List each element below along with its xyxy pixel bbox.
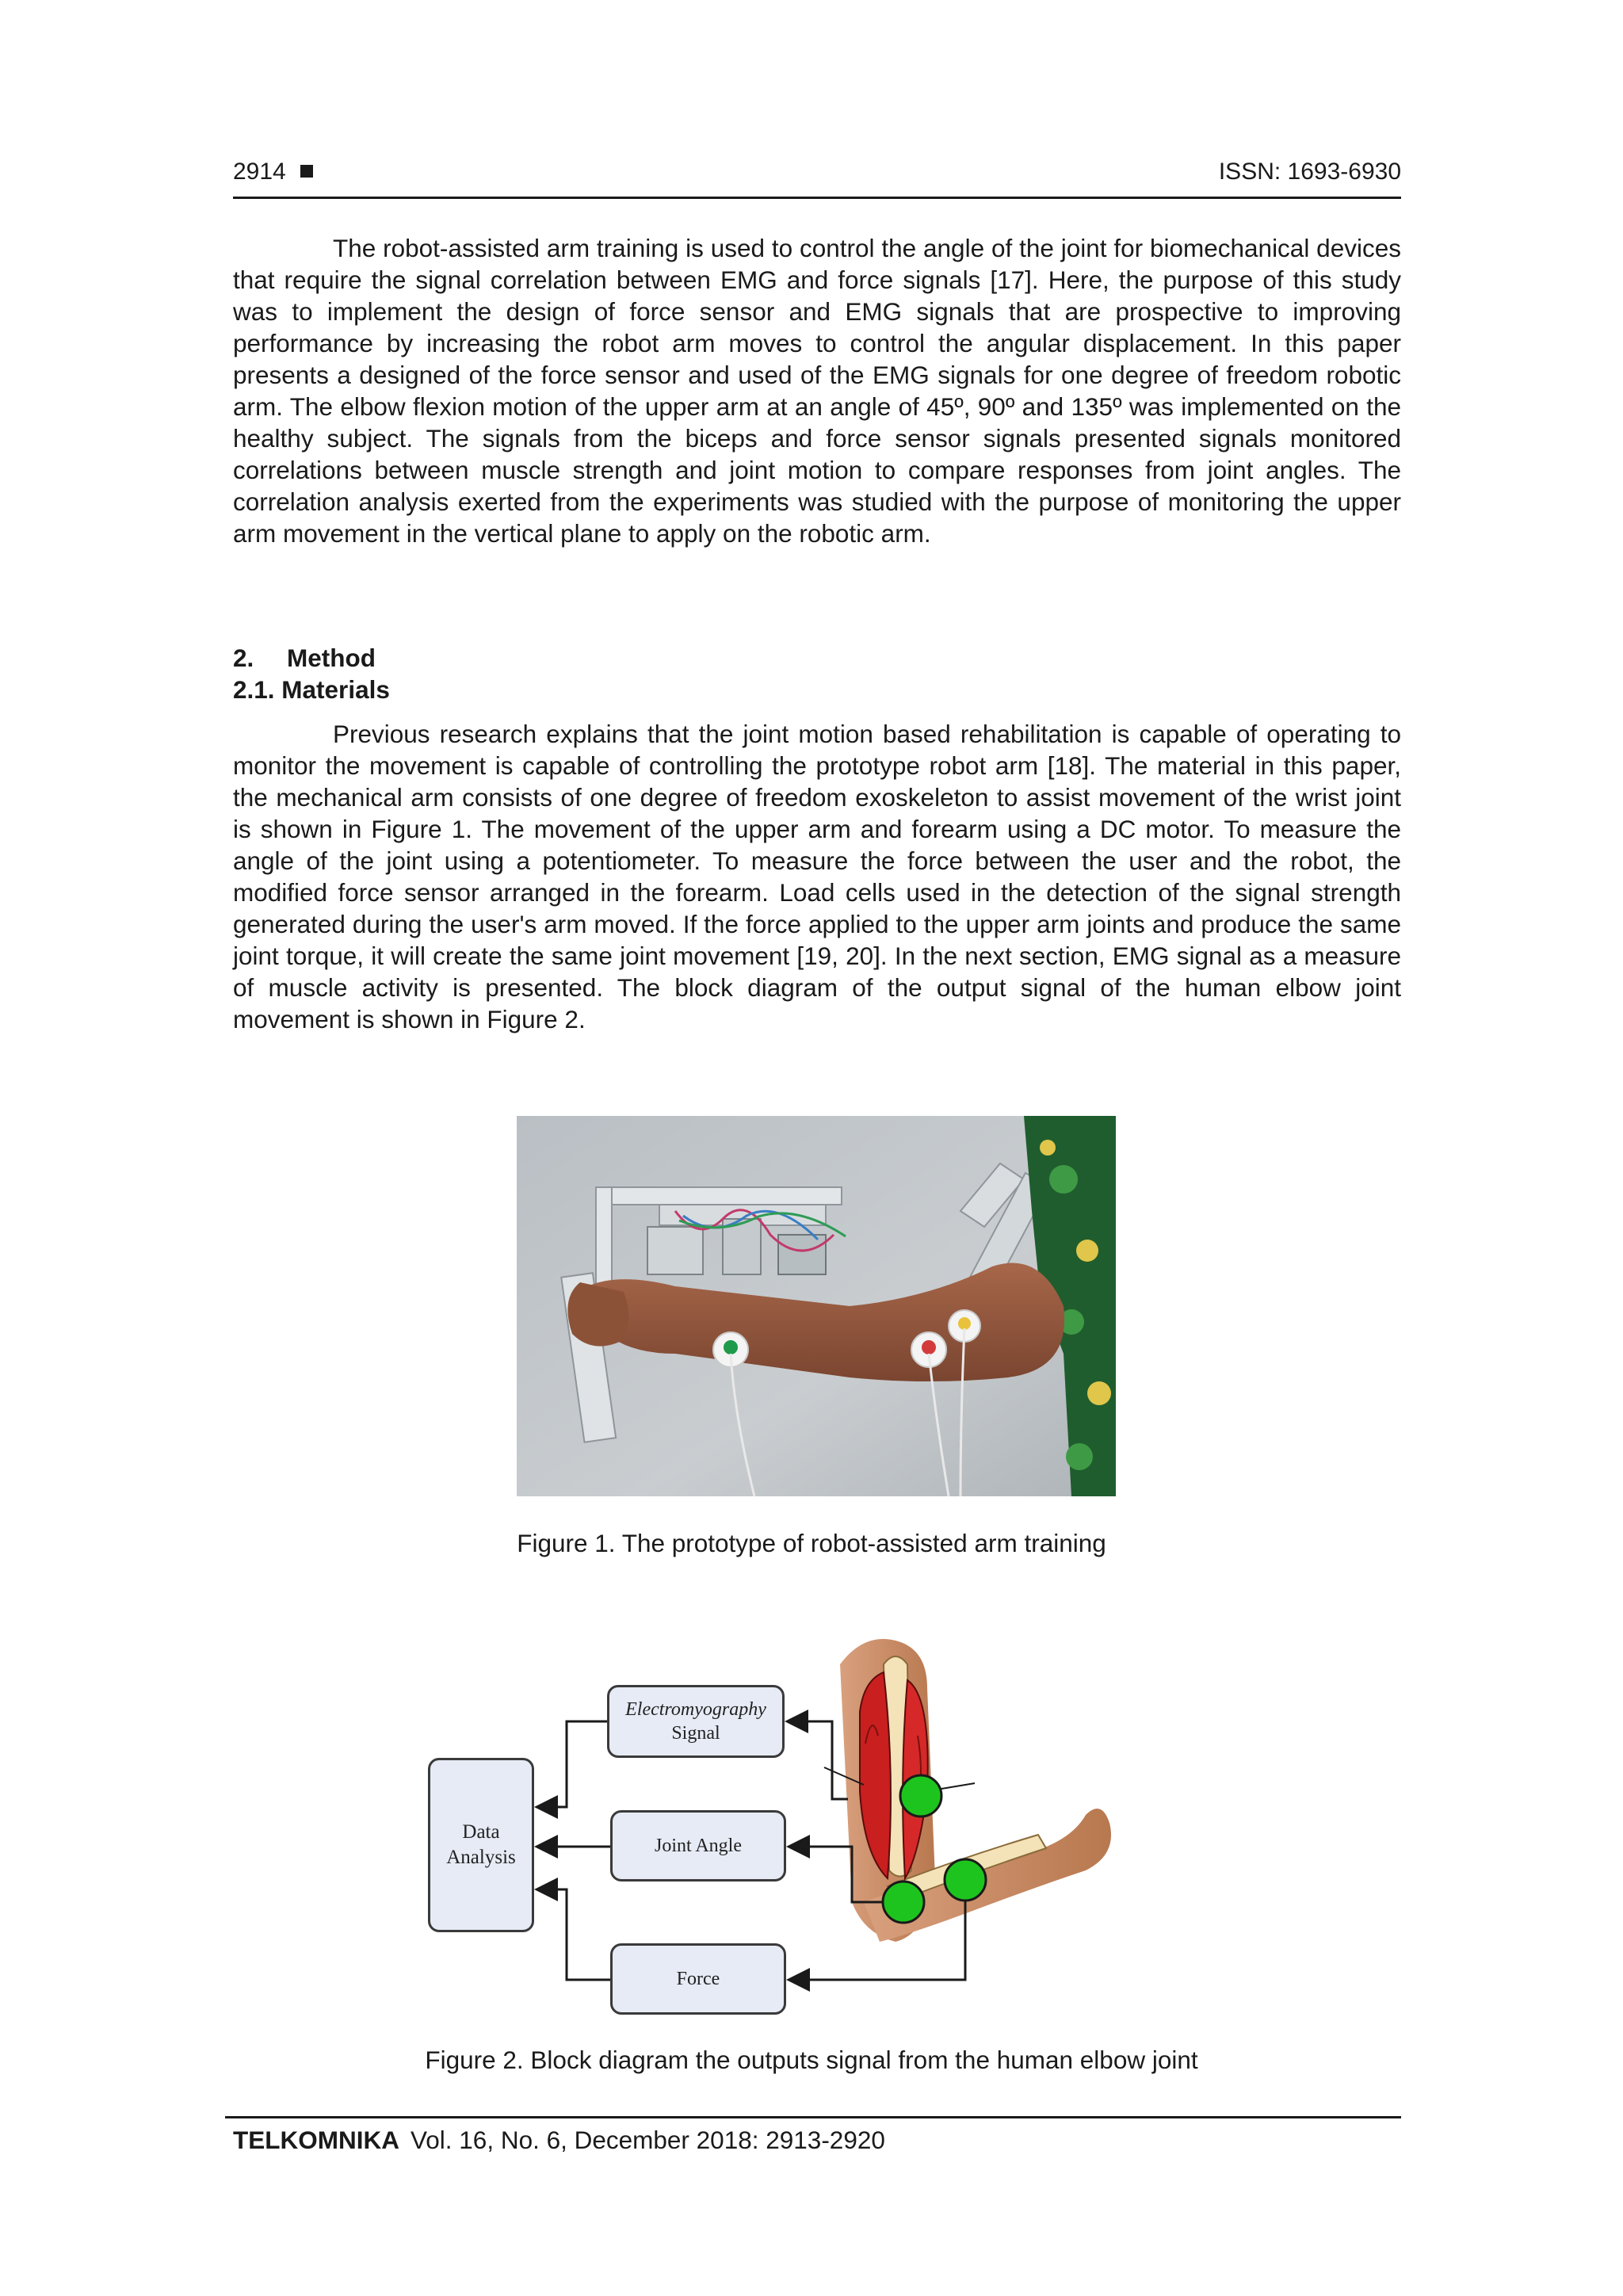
figure2-connectors	[420, 1617, 1212, 2029]
page-footer: TELKOMNIKA Vol. 16, No. 6, December 2018: 2913-2920	[233, 2126, 885, 2154]
materials-paragraph: Previous research explains that the joint motion based rehabilitation is capable of operating to monitor the movement is capable of controlling the prototype robot arm [18]. The material in this paper, the mechanical arm consists of one degree of freedom exoskeleton to assist movement of the wrist joint is shown in Figure 1. The movement of the upper arm and forearm using a DC motor. To measure the angle of the joint using a potentiometer. To measure the force between the user and the robot, the modified force sensor arranged in the forearm. Load cells used in the detection of the signal strength generated during the user's arm moved. If the force applied to the upper arm joints and produce the same joint torque, it will create the same joint movement [19, 20]. In the next section, EMG signal as a measure of muscle activity is presented. The block diagram of the output signal of the human elbow joint movement is shown in Figure 2.	[233, 720, 1401, 1033]
sensor-emg-marker-icon	[900, 1775, 941, 1817]
footer-rule	[225, 2116, 1401, 2118]
issn: ISSN: 1693-6930	[1218, 159, 1401, 185]
emg-signal-box: Electromyography Signal	[607, 1685, 785, 1758]
figure2-diagram	[420, 1617, 1212, 2029]
figure2-caption: Figure 2. Block diagram the outputs signal from the human elbow joint	[425, 2046, 1198, 2074]
data-analysis-box: Data Analysis	[428, 1758, 534, 1932]
figure1-caption: Figure 1. The prototype of robot-assisted arm training	[517, 1529, 1106, 1557]
section-heading: 2. Method	[233, 644, 376, 672]
subsection-heading: 2.1. Materials	[233, 675, 390, 704]
intro-paragraph: The robot-assisted arm training is used to control the angle of the joint for biomechanical devices that require the signal correlation between EMG and force signals [17]. Here, the purpose of this study was to implement the design of force sensor and EMG signals that are prospective to improving performance by increasing the robot arm moves to control the angular displacement. In this paper presents a designed of the force sensor and used of the EMG signals for one degree of freedom robotic arm. The elbow flexion motion of the upper arm at an angle of 45º, 90º and 135º was implemented on the healthy subject. The signals from the biceps and force sensor signals presented signals monitored correlations between muscle strength and joint motion to compare responses from joint angles. The correlation analysis exerted from the experiments was studied with the purpose of monitoring the upper arm movement in the vertical plane to apply on the robotic arm.	[233, 234, 1401, 548]
page-number: 2914	[233, 159, 313, 185]
square-bullet-icon	[300, 165, 313, 178]
joint-angle-box: Joint Angle	[610, 1810, 786, 1881]
sensor-forearm-marker-icon	[945, 1859, 986, 1901]
elbow-anatomy-illustration	[824, 1639, 1111, 1942]
sensor-elbow-marker-icon	[883, 1881, 924, 1923]
page-header	[233, 155, 1401, 199]
figure1-photo	[517, 1116, 1116, 1496]
force-box: Force	[610, 1943, 786, 2015]
